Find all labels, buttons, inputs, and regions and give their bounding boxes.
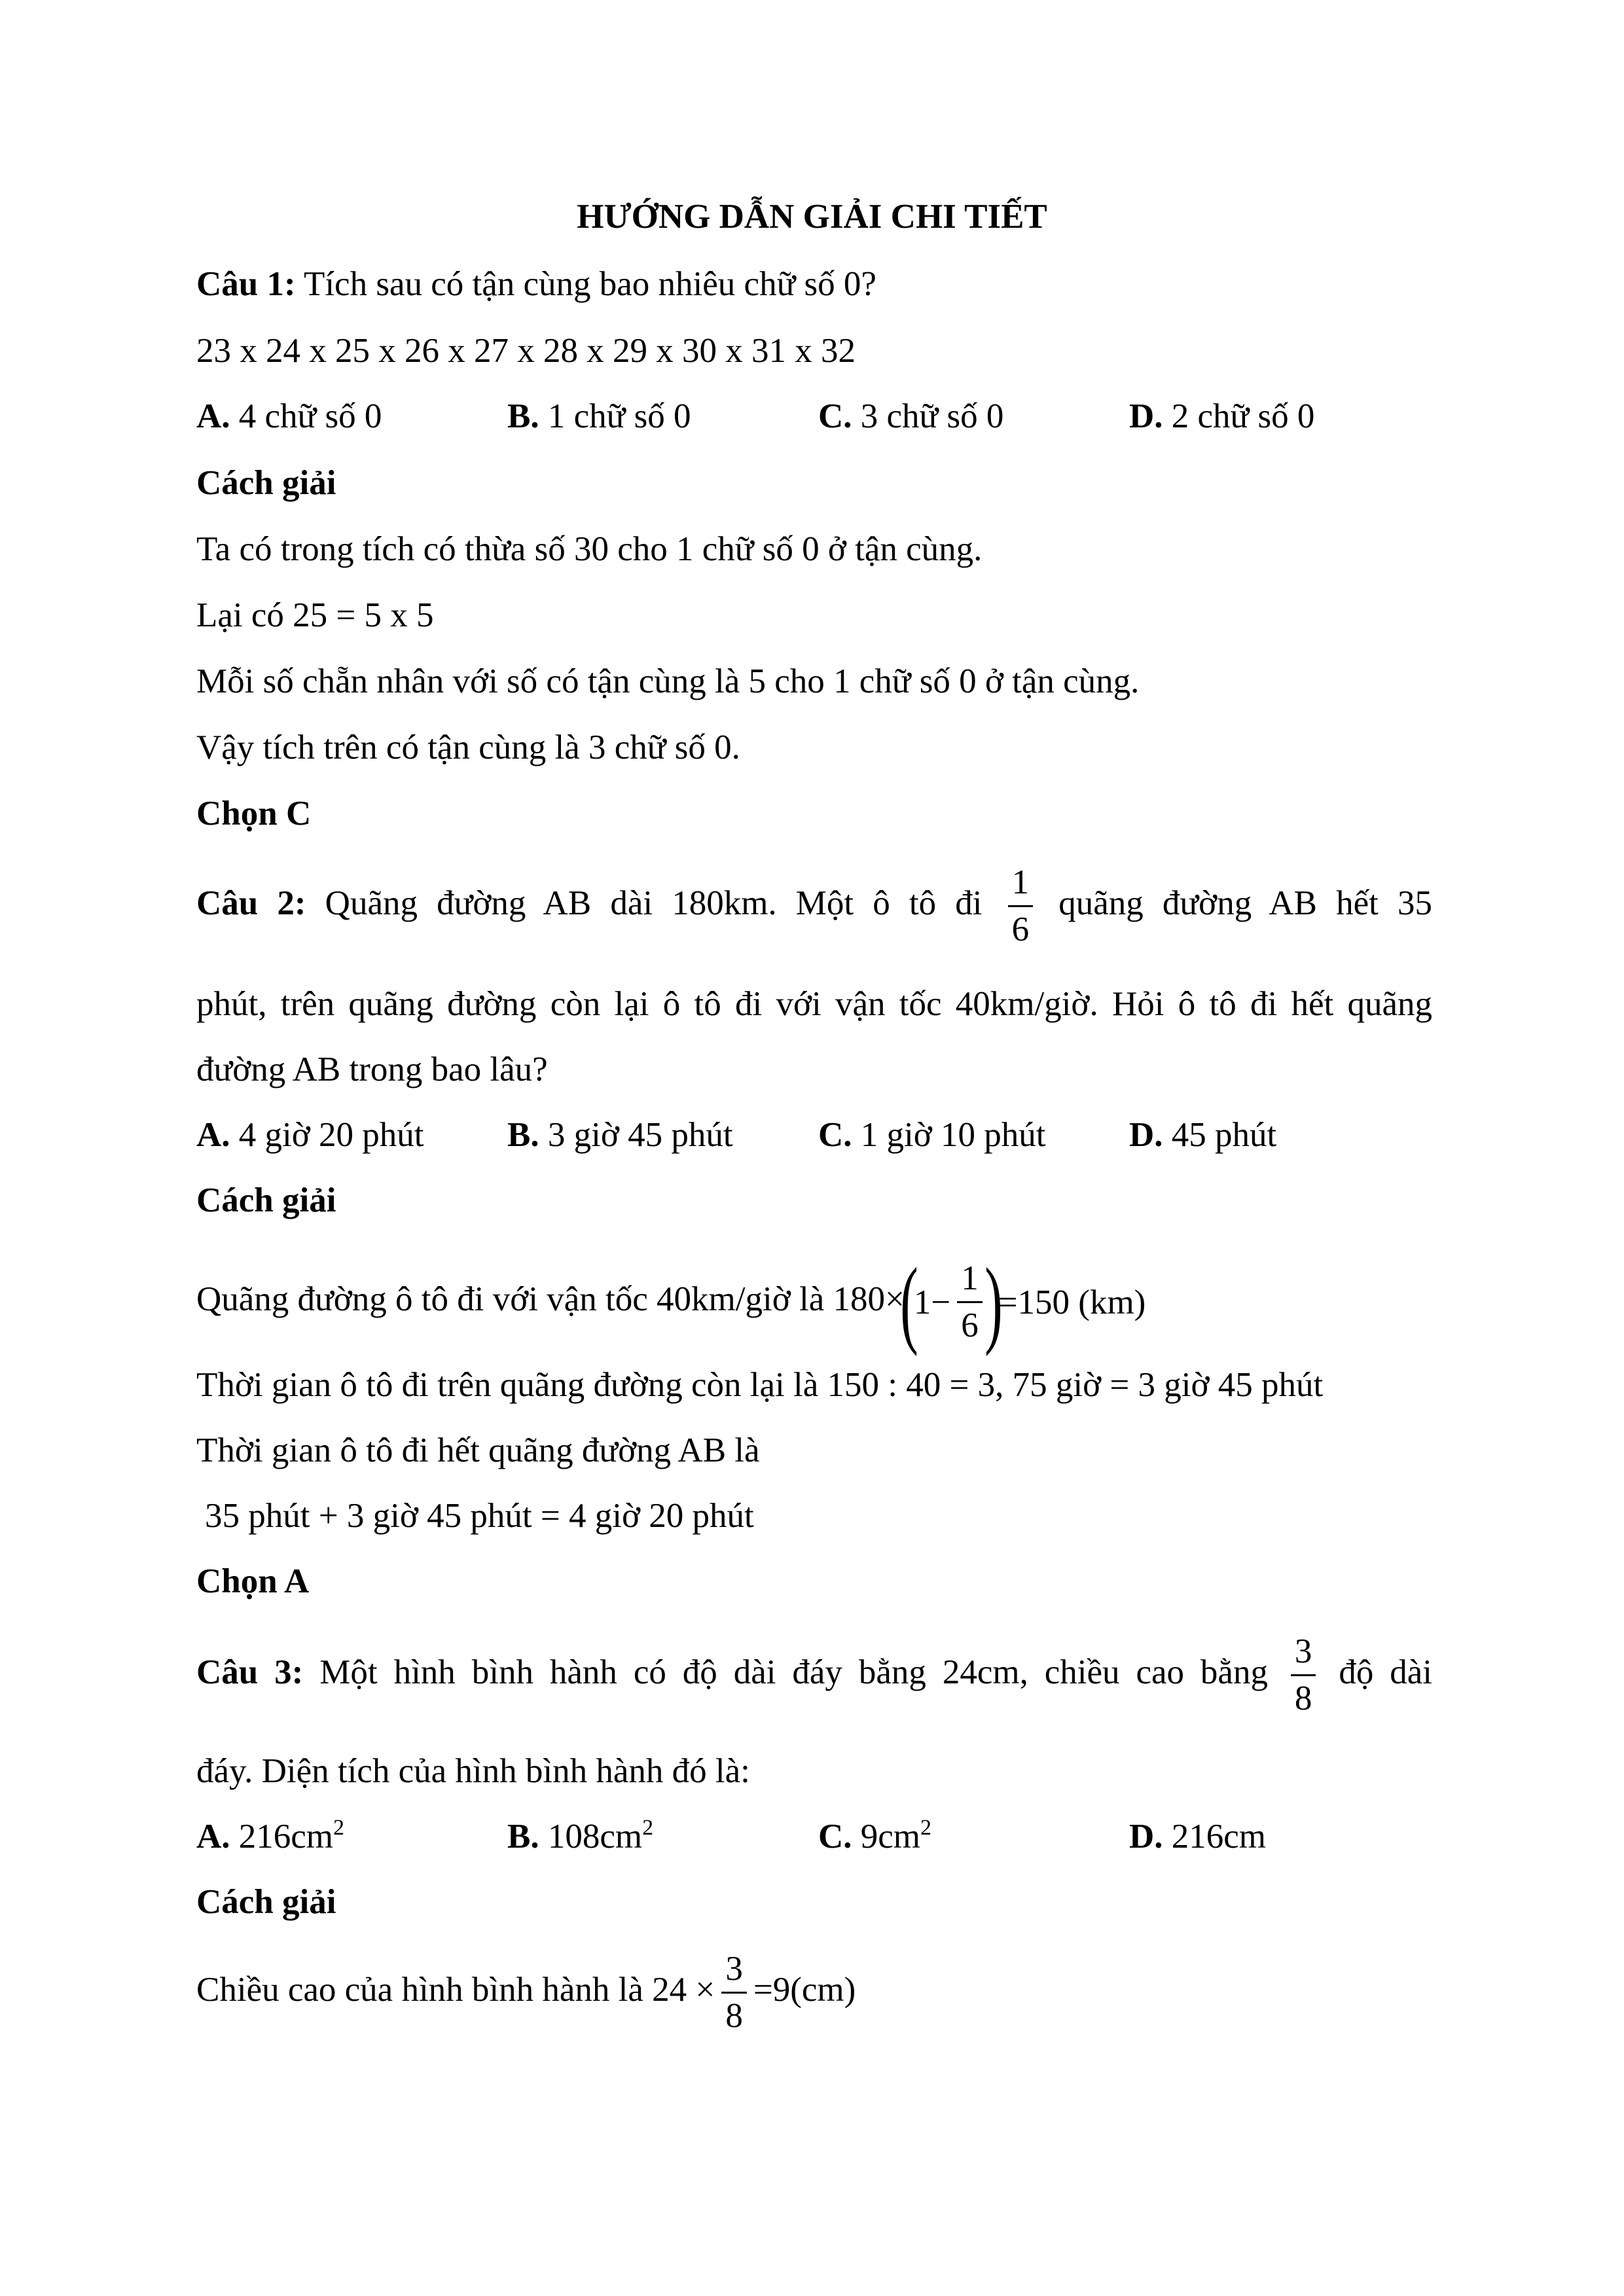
q2-prompt-line-1: Câu 2: Quãng đường AB dài 180km. Một ô tô đi $\frac{1}{6}$ quãng đường AB hết 35 — [196, 863, 1433, 949]
q3-option-c: C. $9cm^2$ — [818, 1816, 932, 1856]
q1-label: Câu 1: — [196, 265, 296, 303]
q3-label: Câu 3: — [196, 1653, 304, 1691]
q3-prompt-line-2: đáy. Diện tích của hình bình hành đó là: — [196, 1752, 750, 1790]
q2-option-c: C. 1 giờ 10 phút — [818, 1116, 1046, 1154]
q2-solution-line-3: Thời gian ô tô đi hết quãng đường AB là — [196, 1431, 760, 1469]
q2-prompt-line-2: phút, trên quãng đường còn lại ô tô đi với vận tốc 40km/giờ. Hỏi ô tô đi hết quãng — [196, 985, 1432, 1023]
q1-solution-line-1: Ta có trong tích có thừa số 30 cho 1 chữ số 0 ở tận cùng. — [196, 530, 983, 568]
q2-option-a: A. 4 giờ 20 phút — [196, 1116, 424, 1154]
q1-prompt — [196, 267, 876, 302]
q2-solution-line-4: 35 phút + 3 giờ 45 phút = 4 giờ 20 phút — [205, 1497, 754, 1535]
q2-option-d: D. 45 phút — [1129, 1116, 1277, 1154]
q2-option-b: B. 3 giờ 45 phút — [507, 1116, 733, 1154]
q2-label: Câu 2: — [196, 884, 306, 922]
q1-answer: Chọn C — [196, 795, 312, 833]
q3-fraction: $\frac{3}{8}$ — [1291, 1634, 1316, 1716]
q1-solution-heading: Cách giải — [196, 464, 336, 502]
q1-solution-line-4: Vậy tích trên có tận cùng là 3 chữ số 0. — [196, 728, 740, 766]
q3-solution-fraction: $\frac{3}{8}$ — [721, 1952, 747, 2034]
q2-solution-line-1: Quãng đường ô tô đi với vận tốc 40km/giờ là 180×(1− $\frac{1}{6}$ )=150 (km) — [196, 1247, 1146, 1357]
q3-solution-heading: Cách giải — [196, 1883, 336, 1921]
q2-prompt-line-3: đường AB trong bao lâu? — [196, 1050, 548, 1088]
q2-fraction: $\frac{1}{6}$ — [1008, 865, 1034, 947]
q1-solution-line-2: Lại có 25 = 5 x 5 — [196, 596, 434, 634]
q2-answer: Chọn A — [196, 1562, 310, 1600]
q1-option-d: D. 2 chữ số 0 — [1129, 397, 1315, 435]
q3-option-a: A. $216cm^2$ — [196, 1816, 345, 1856]
q1-option-b: B. 1 chữ số 0 — [507, 397, 691, 435]
q2-solution-line-2: Thời gian ô tô đi trên quãng đường còn lại là 150 : 40 = 3, 75 giờ = 3 giờ 45 phút — [196, 1366, 1324, 1404]
q1-option-c: C. 3 chữ số 0 — [818, 397, 1004, 435]
q3-option-d: D. 216cm — [1129, 1818, 1267, 1856]
left-paren: ( — [900, 1247, 918, 1357]
page-title: HƯỚNG DẪN GIẢI CHI TIẾT — [577, 198, 1047, 236]
right-paren: ) — [984, 1247, 1003, 1357]
q1-option-a: A. 4 chữ số 0 — [196, 397, 382, 435]
q2-solution-fraction: $\frac{1}{6}$ — [957, 1261, 983, 1343]
q2-solution-heading: Cách giải — [196, 1181, 336, 1219]
q1-text: Tích sau có tận cùng bao nhiêu chữ số 0? — [295, 265, 876, 303]
q3-option-b: B. $108cm^2$ — [507, 1816, 654, 1856]
q1-solution-line-3: Mỗi số chẵn nhân với số có tận cùng là 5 cho 1 chữ số 0 ở tận cùng. — [196, 662, 1140, 700]
q3-prompt-line-1: Câu 3: Một hình bình hành có độ dài đáy bằng 24cm, chiều cao bằng $\frac{3}{8}$ độ dài — [196, 1632, 1433, 1718]
q3-solution-line-1: Chiều cao của hình bình hành là 24 × $\frac{3}{8}$ =9(cm) — [196, 1950, 856, 2036]
q1-expression: 23 x 24 x 25 x 26 x 27 x 28 x 29 x 30 x 31 x 32 — [196, 332, 856, 370]
